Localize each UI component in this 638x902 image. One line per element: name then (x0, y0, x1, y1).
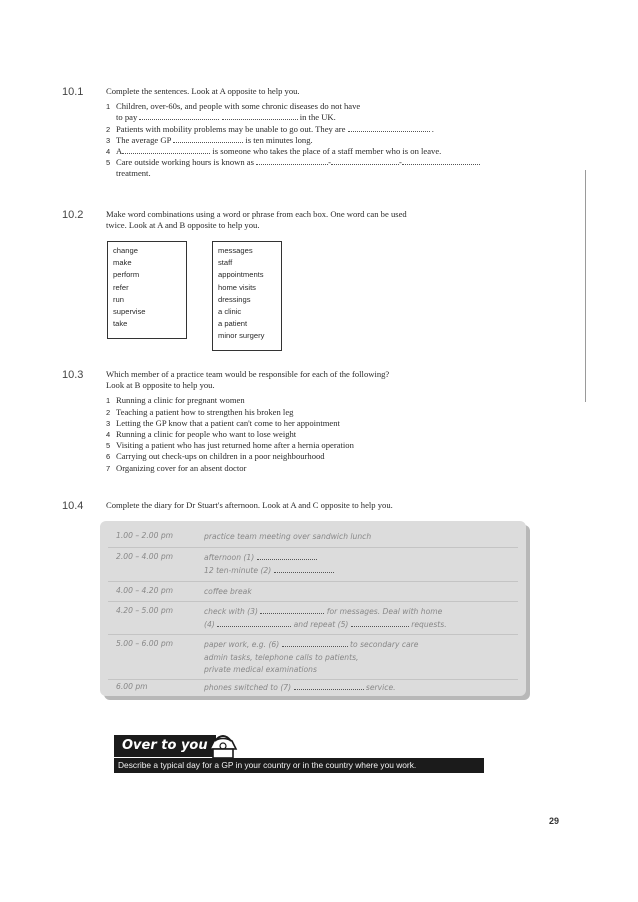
diary-divider (108, 634, 518, 635)
blank[interactable] (294, 682, 364, 690)
word-box-nouns: messages staff appointments home visits dressings a clinic a patient minor surgery (212, 241, 282, 351)
exercise-instruction: Complete the sentences. Look at A opposite to help you. (106, 86, 300, 96)
exercise-number: 10.2 (62, 209, 84, 221)
exercise-10-4 (62, 500, 562, 515)
blank[interactable] (139, 112, 219, 120)
blank[interactable] (260, 606, 324, 614)
diary-divider (108, 581, 518, 582)
blank[interactable] (122, 146, 210, 154)
sentence-3: 3 The average GP is ten minutes long. (106, 134, 313, 145)
sentence-2: 2 Patients with mobility problems may be unable to go out. They are . (106, 123, 434, 134)
blank[interactable] (222, 112, 298, 120)
exercise-10-3 (62, 369, 562, 474)
page-number: 29 (549, 816, 560, 826)
exercise-instruction: Complete the diary for Dr Stuart's afternoon. Look at A and C opposite to help you. (106, 500, 393, 510)
task-item: 1 Running a clinic for pregnant women (106, 395, 245, 406)
exercise-number: 10.3 (62, 369, 84, 381)
blank[interactable] (256, 157, 328, 165)
margin-rule (585, 170, 586, 402)
exercise-number: 10.4 (62, 500, 84, 512)
blank[interactable] (348, 124, 430, 132)
exercise-10-2 (62, 209, 562, 231)
sentence-4: 4 A is someone who takes the place of a staff member who is on leave. (106, 146, 442, 157)
sentence-1: 1 Children, over-60s, and people with some chronic diseases do not have to pay in the UK. (106, 101, 361, 123)
over-to-you-title: Over to you (114, 735, 216, 757)
task-item: 2 Teaching a patient how to strengthen his broken leg (106, 406, 294, 417)
task-item: 6 Carrying out check-ups on children in a poor neighbourhood (106, 451, 325, 462)
diary-card: 1.00 – 2.00 pm practice team meeting over sandwich lunch 2.00 – 4.00 pm afternoon (1) 12 ten-minute (2) 4.00 – 4.20 pm coffee break 4.20 – 5.00 pm check with (3) for messages. Deal with home (4) and repeat (5) requests. 5.00 – 6.00 pm paper work, e.g. (6) to secondary care admin tasks, telephone calls to patients, private medical examinations 6.00 pm phones switched to (7) service. (100, 521, 526, 696)
task-item: 7 Organizing cover for an absent doctor (106, 462, 247, 473)
blank[interactable] (173, 135, 243, 143)
diary-divider (108, 601, 518, 602)
sentence-list (106, 101, 562, 179)
blank[interactable] (351, 619, 409, 627)
exercise-number: 10.1 (62, 86, 84, 98)
exercise-instruction: Make word combinations using a word or phrase from each box. One word can be used twice. Look at A and B opposite to help you. (106, 209, 407, 231)
blank[interactable] (331, 157, 399, 165)
telephone-icon (206, 727, 240, 761)
blank[interactable] (282, 639, 348, 647)
exercise-instruction: Which member of a practice team would be responsible for each of the following? Look at B opposite to help you. (106, 369, 390, 391)
diary-divider (108, 679, 518, 680)
diary-divider (108, 547, 518, 548)
exercise-10-1 (62, 86, 562, 180)
task-list (106, 395, 562, 473)
task-item: 3 Letting the GP know that a patient can't come to her appointment (106, 417, 340, 428)
sentence-5: 5 Care outside working hours is known as - - treatment. (106, 157, 562, 179)
over-to-you-task: Describe a typical day for a GP in your country or in the country where you work. (114, 758, 484, 773)
task-item: 4 Running a clinic for people who want to lose weight (106, 429, 297, 440)
blank[interactable] (402, 157, 480, 165)
task-item: 5 Visiting a patient who has just returned home after a hernia operation (106, 440, 354, 451)
word-box-verbs: change make perform refer run supervise take (107, 241, 187, 339)
blank[interactable] (274, 565, 334, 573)
blank[interactable] (217, 619, 291, 627)
blank[interactable] (257, 552, 317, 560)
